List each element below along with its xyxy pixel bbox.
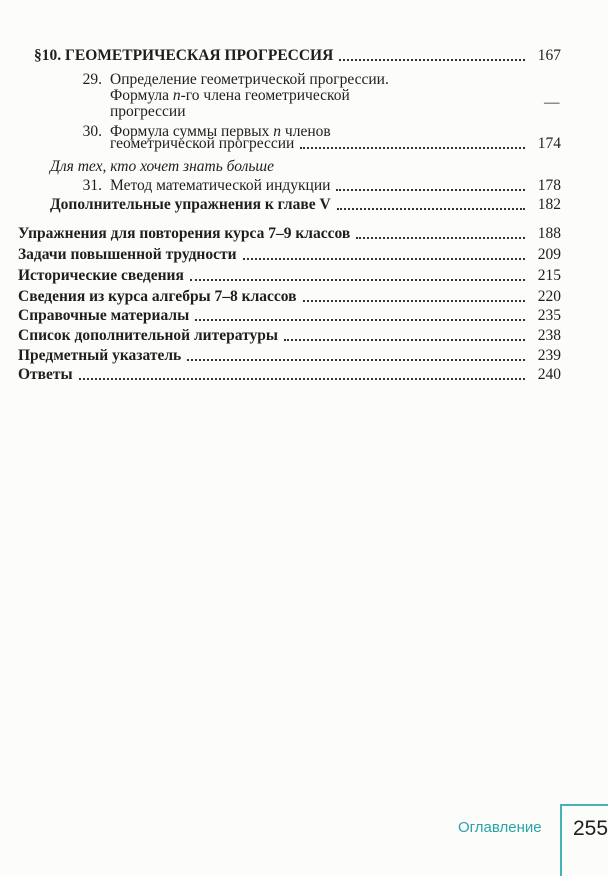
toc-entry[interactable] <box>18 266 561 286</box>
dot-leader <box>187 359 525 361</box>
toc-entry[interactable] <box>18 326 561 346</box>
page-number: 188 <box>537 225 561 242</box>
item-text-line: Метод математической индукции <box>110 177 331 194</box>
page-number: 178 <box>537 177 561 194</box>
item-text-line: Дополнительные упражнения к главе V <box>50 196 331 213</box>
toc-item-31[interactable] <box>72 176 561 196</box>
toc-entry[interactable] <box>18 245 561 265</box>
toc-section-10[interactable] <box>34 46 561 66</box>
page-number: 235 <box>537 307 561 324</box>
page-number: 174 <box>537 135 561 152</box>
page-number: 240 <box>537 366 561 383</box>
page-number-footer: 255 <box>573 817 608 840</box>
dot-leader <box>79 378 525 380</box>
dot-leader <box>190 279 525 281</box>
item-number: 29. <box>82 71 102 88</box>
page-number: 220 <box>537 288 561 305</box>
toc-entry[interactable] <box>18 306 561 326</box>
toc-item-30-line2 <box>110 134 561 154</box>
dot-leader <box>337 208 525 210</box>
page-number: — <box>544 94 560 111</box>
extra-heading: Для тех, кто хочет знать больше <box>50 158 275 175</box>
dot-leader <box>284 339 525 341</box>
dot-leader <box>303 300 525 302</box>
page-number: 239 <box>537 347 561 364</box>
dot-leader <box>356 237 525 239</box>
page-number: 238 <box>537 327 561 344</box>
item-text-line: Определение геометрической прогрессии. <box>110 71 389 88</box>
page-number: 182 <box>537 196 561 213</box>
toc-additional-exercises[interactable] <box>50 195 561 215</box>
page-number: 215 <box>537 267 561 284</box>
item-number: 30. <box>82 123 102 140</box>
item-text-line: Формула суммы первых n членов <box>110 123 331 140</box>
entry-title: Задачи повышенной трудности <box>18 246 237 263</box>
entry-title: Ответы <box>18 366 73 383</box>
toc-item-29-line3 <box>110 102 186 121</box>
page-number: 209 <box>537 246 561 263</box>
section-title: §10. ГЕОМЕТРИЧЕСКАЯ ПРОГРЕССИЯ <box>34 47 334 64</box>
page-number: 167 <box>537 47 561 64</box>
dot-leader <box>300 147 525 149</box>
entry-title: Список дополнительной литературы <box>18 327 278 344</box>
dot-leader <box>339 59 525 61</box>
entry-title: Сведения из курса алгебры 7–8 классов <box>18 288 297 305</box>
toc-entry[interactable] <box>18 224 561 244</box>
dot-leader <box>243 258 525 260</box>
toc-entry[interactable] <box>18 287 561 307</box>
dot-leader <box>195 319 525 321</box>
entry-title: Предметный указатель <box>18 347 182 364</box>
toc-entry[interactable] <box>18 365 561 385</box>
entry-title: Исторические сведения <box>18 267 184 284</box>
entry-title: Справочные материалы <box>18 307 190 324</box>
item-number: 31. <box>82 177 102 194</box>
item-text-line: прогрессии <box>110 103 186 120</box>
item-text-line: Формула n-го члена геометрической <box>110 87 350 104</box>
dot-leader <box>336 189 525 191</box>
running-footer-label: Оглавление <box>458 819 542 836</box>
entry-title: Упражнения для повторения курса 7–9 классов <box>18 225 351 242</box>
item-text-line: геометрической прогрессии <box>110 135 295 152</box>
toc-entry[interactable] <box>18 346 561 366</box>
